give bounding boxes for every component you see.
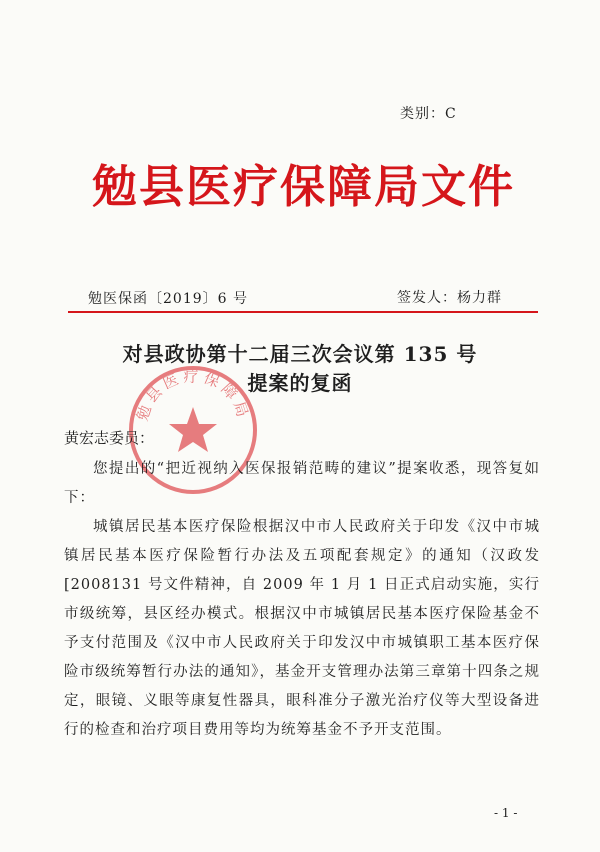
red-separator-line [68,311,538,313]
issuer-label: 签发人：杨力群 [397,290,502,306]
letter-title-line-1: 对县政协第十二届三次会议第 135 号 [122,342,478,366]
seal-lettering: 勉县医疗保障局 [133,367,253,423]
body-paragraph: 城镇居民基本医疗保险根据汉中市人民政府关于印发《汉中市城镇居民基本医疗保险暂行办法及五项配套规定》的通知（汉政发[2008131 号文件精神，自 2009 年 1 月 1 日正式启动实施，实行市级统筹，县区经办模式。根据汉中市城镇居民基本医疗保险基金不予支付范围及《汉中市人民政府关于印发汉中市城镇职工基本医疗保险市级统筹暂行办法的通知》，基金开支管理办法第三章第十四条之规定，眼镜、义眼等康复性器具，眼科准分子激光治疗仪等大型设备进行的检查和治疗项目费用等均为统筹基金不予开支范围。 [64,519,540,738]
seal-star-icon [169,407,217,452]
document-header-title: 勉县医疗保障局文件 [92,160,516,213]
letter-body [64,455,540,745]
category-label: 类别：C [400,106,457,122]
salutation: 黄宏志委员： [64,429,155,447]
letter-title-line-2: 提案的复函 [247,371,353,395]
page-number: - 1 - [494,806,518,820]
body-paragraph: 您提出的“把近视纳入医保报销范畴的建议”提案收悉，现答复如下： [64,461,540,506]
document-number: 勉医保函〔2019〕6 号 [88,291,248,307]
